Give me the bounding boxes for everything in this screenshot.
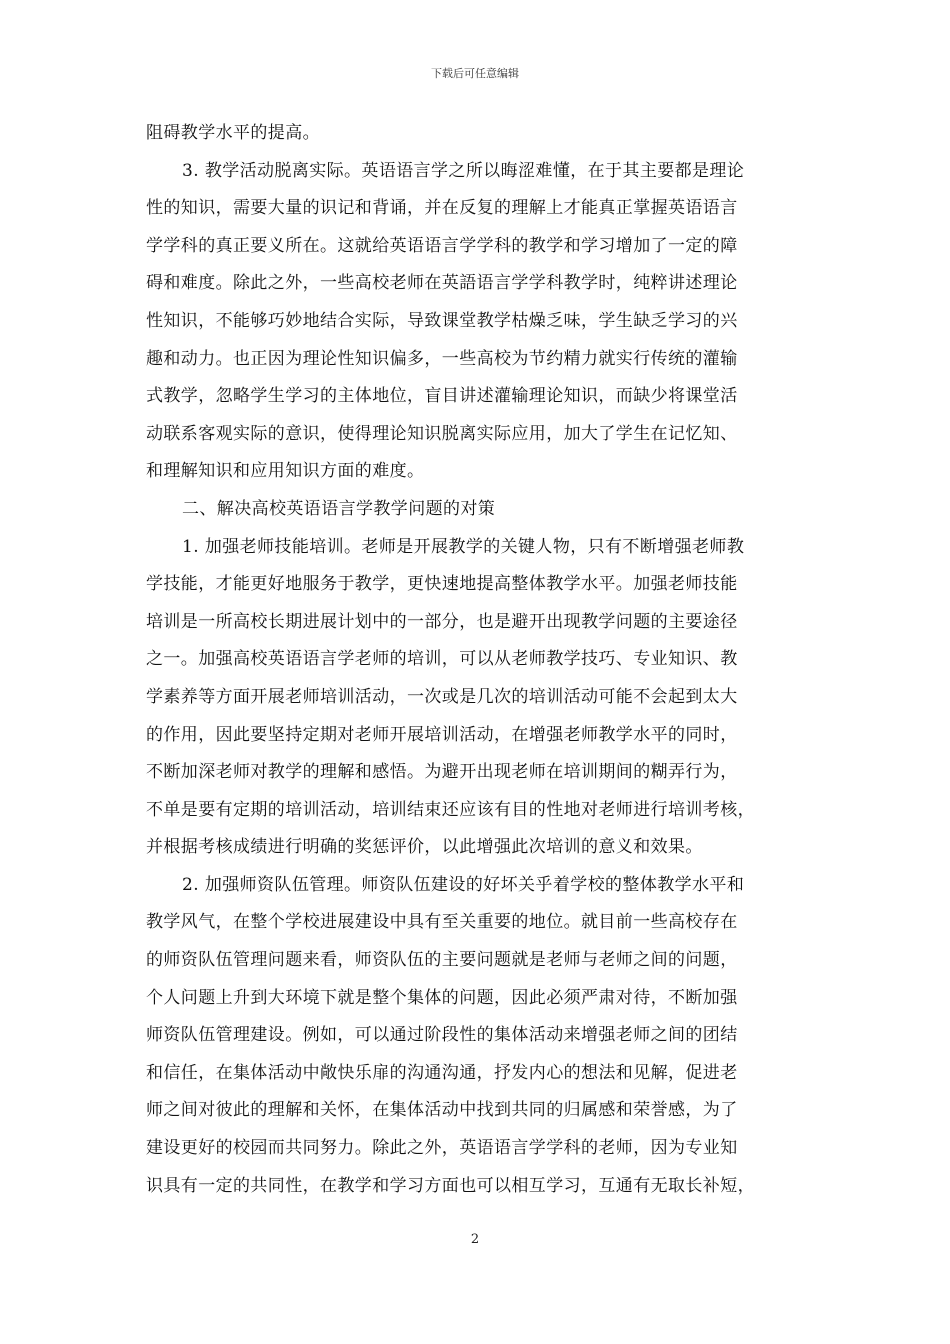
text-line: 1. 加强老师技能培训。老师是开展教学的关键人物，只有不断增强老师教	[182, 536, 745, 557]
page-header: 下载后可任意编辑	[431, 67, 519, 80]
text-line: 式教学，忽略学生学习的主体地位，盲目讲述灌输理论知识，而缺少将课堂活	[146, 386, 738, 407]
text-line: 并根据考核成绩进行明确的奖惩评价，以此增强此次培训的意义和效果。	[146, 837, 703, 858]
text-line: 师资队伍管理建设。例如，可以通过阶段性的集体活动来增强老师之间的团结	[146, 1025, 738, 1046]
text-line: 师之间对彼此的理解和关怀，在集体活动中找到共同的归属感和荣誉感，为了	[146, 1100, 738, 1121]
text-line: 学技能，才能更好地服务于教学，更快速地提高整体教学水平。加强老师技能	[146, 574, 738, 595]
text-line: 不断加深老师对教学的理解和感悟。为避开出现老师在培训期间的糊弄行为，	[146, 762, 738, 783]
text-line: 3. 教学活动脱离实际。英语语言学之所以晦涩难懂，在于其主要都是理论	[182, 160, 745, 181]
text-line: 2. 加强师资队伍管理。师资队伍建设的好坏关乎着学校的整体教学水平和	[182, 874, 745, 895]
text-line: 趣和动力。也正因为理论性知识偏多，一些高校为节约精力就实行传统的灌输	[146, 348, 738, 369]
text-line: 教学风气，在整个学校进展建设中具有至关重要的地位。就目前一些高校存在	[146, 912, 738, 933]
text-line: 性的知识，需要大量的识记和背诵，并在反复的理解上才能真正掌握英语语言	[146, 198, 738, 219]
text-line: 性知识，不能够巧妙地结合实际，导致课堂教学枯燥乏味，学生缺乏学习的兴	[146, 310, 738, 331]
text-line: 碍和难度。除此之外，一些高校老师在英語语言学学科教学时，纯粹讲述理论	[146, 273, 738, 294]
page-number: 2	[470, 1232, 480, 1247]
text-line: 二、解决高校英语语言学教学问题的对策	[182, 498, 496, 519]
text-line: 培训是一所高校长期进展计划中的一部分，也是避开出现教学问题的主要途径	[146, 611, 738, 632]
text-line: 阻碍教学水平的提高。	[146, 123, 320, 143]
text-line: 个人问题上升到大环境下就是整个集体的问题，因此必须严肃对待，不断加强	[146, 987, 738, 1008]
text-line: 学学科的真正要义所在。这就给英语语言学学科的教学和学习增加了一定的障	[146, 235, 738, 256]
text-line: 的师资队伍管理问题来看，师资队伍的主要问题就是老师与老师之间的问题，	[146, 950, 738, 971]
document-body	[146, 115, 810, 1205]
text-line: 之一。加强高校英语语言学老师的培训，可以从老师教学技巧、专业知识、教	[146, 649, 738, 670]
text-line: 和理解知识和应用知识方面的难度。	[146, 461, 425, 482]
text-line: 的作用，因此要坚持定期对老师开展培训活动，在增强老师教学水平的同时，	[146, 724, 738, 745]
text-line: 建设更好的校园而共同努力。除此之外，英语语言学学科的老师，因为专业知	[146, 1138, 738, 1159]
text-line: 和信任，在集体活动中敞快乐扉的沟通沟通，抒发内心的想法和见解，促进老	[146, 1062, 738, 1083]
text-line: 学素养等方面开展老师培训活动，一次或是几次的培训活动可能不会起到太大	[146, 686, 738, 707]
text-line: 动联系客观实际的意识，使得理论知识脱离实际应用，加大了学生在记忆知、	[146, 423, 738, 444]
text-line: 不单是要有定期的培训活动，培训结束还应该有目的性地对老师进行培训考核，	[146, 799, 755, 820]
text-line: 识具有一定的共同性，在教学和学习方面也可以相互学习，互通有无取长补短，	[146, 1175, 755, 1196]
